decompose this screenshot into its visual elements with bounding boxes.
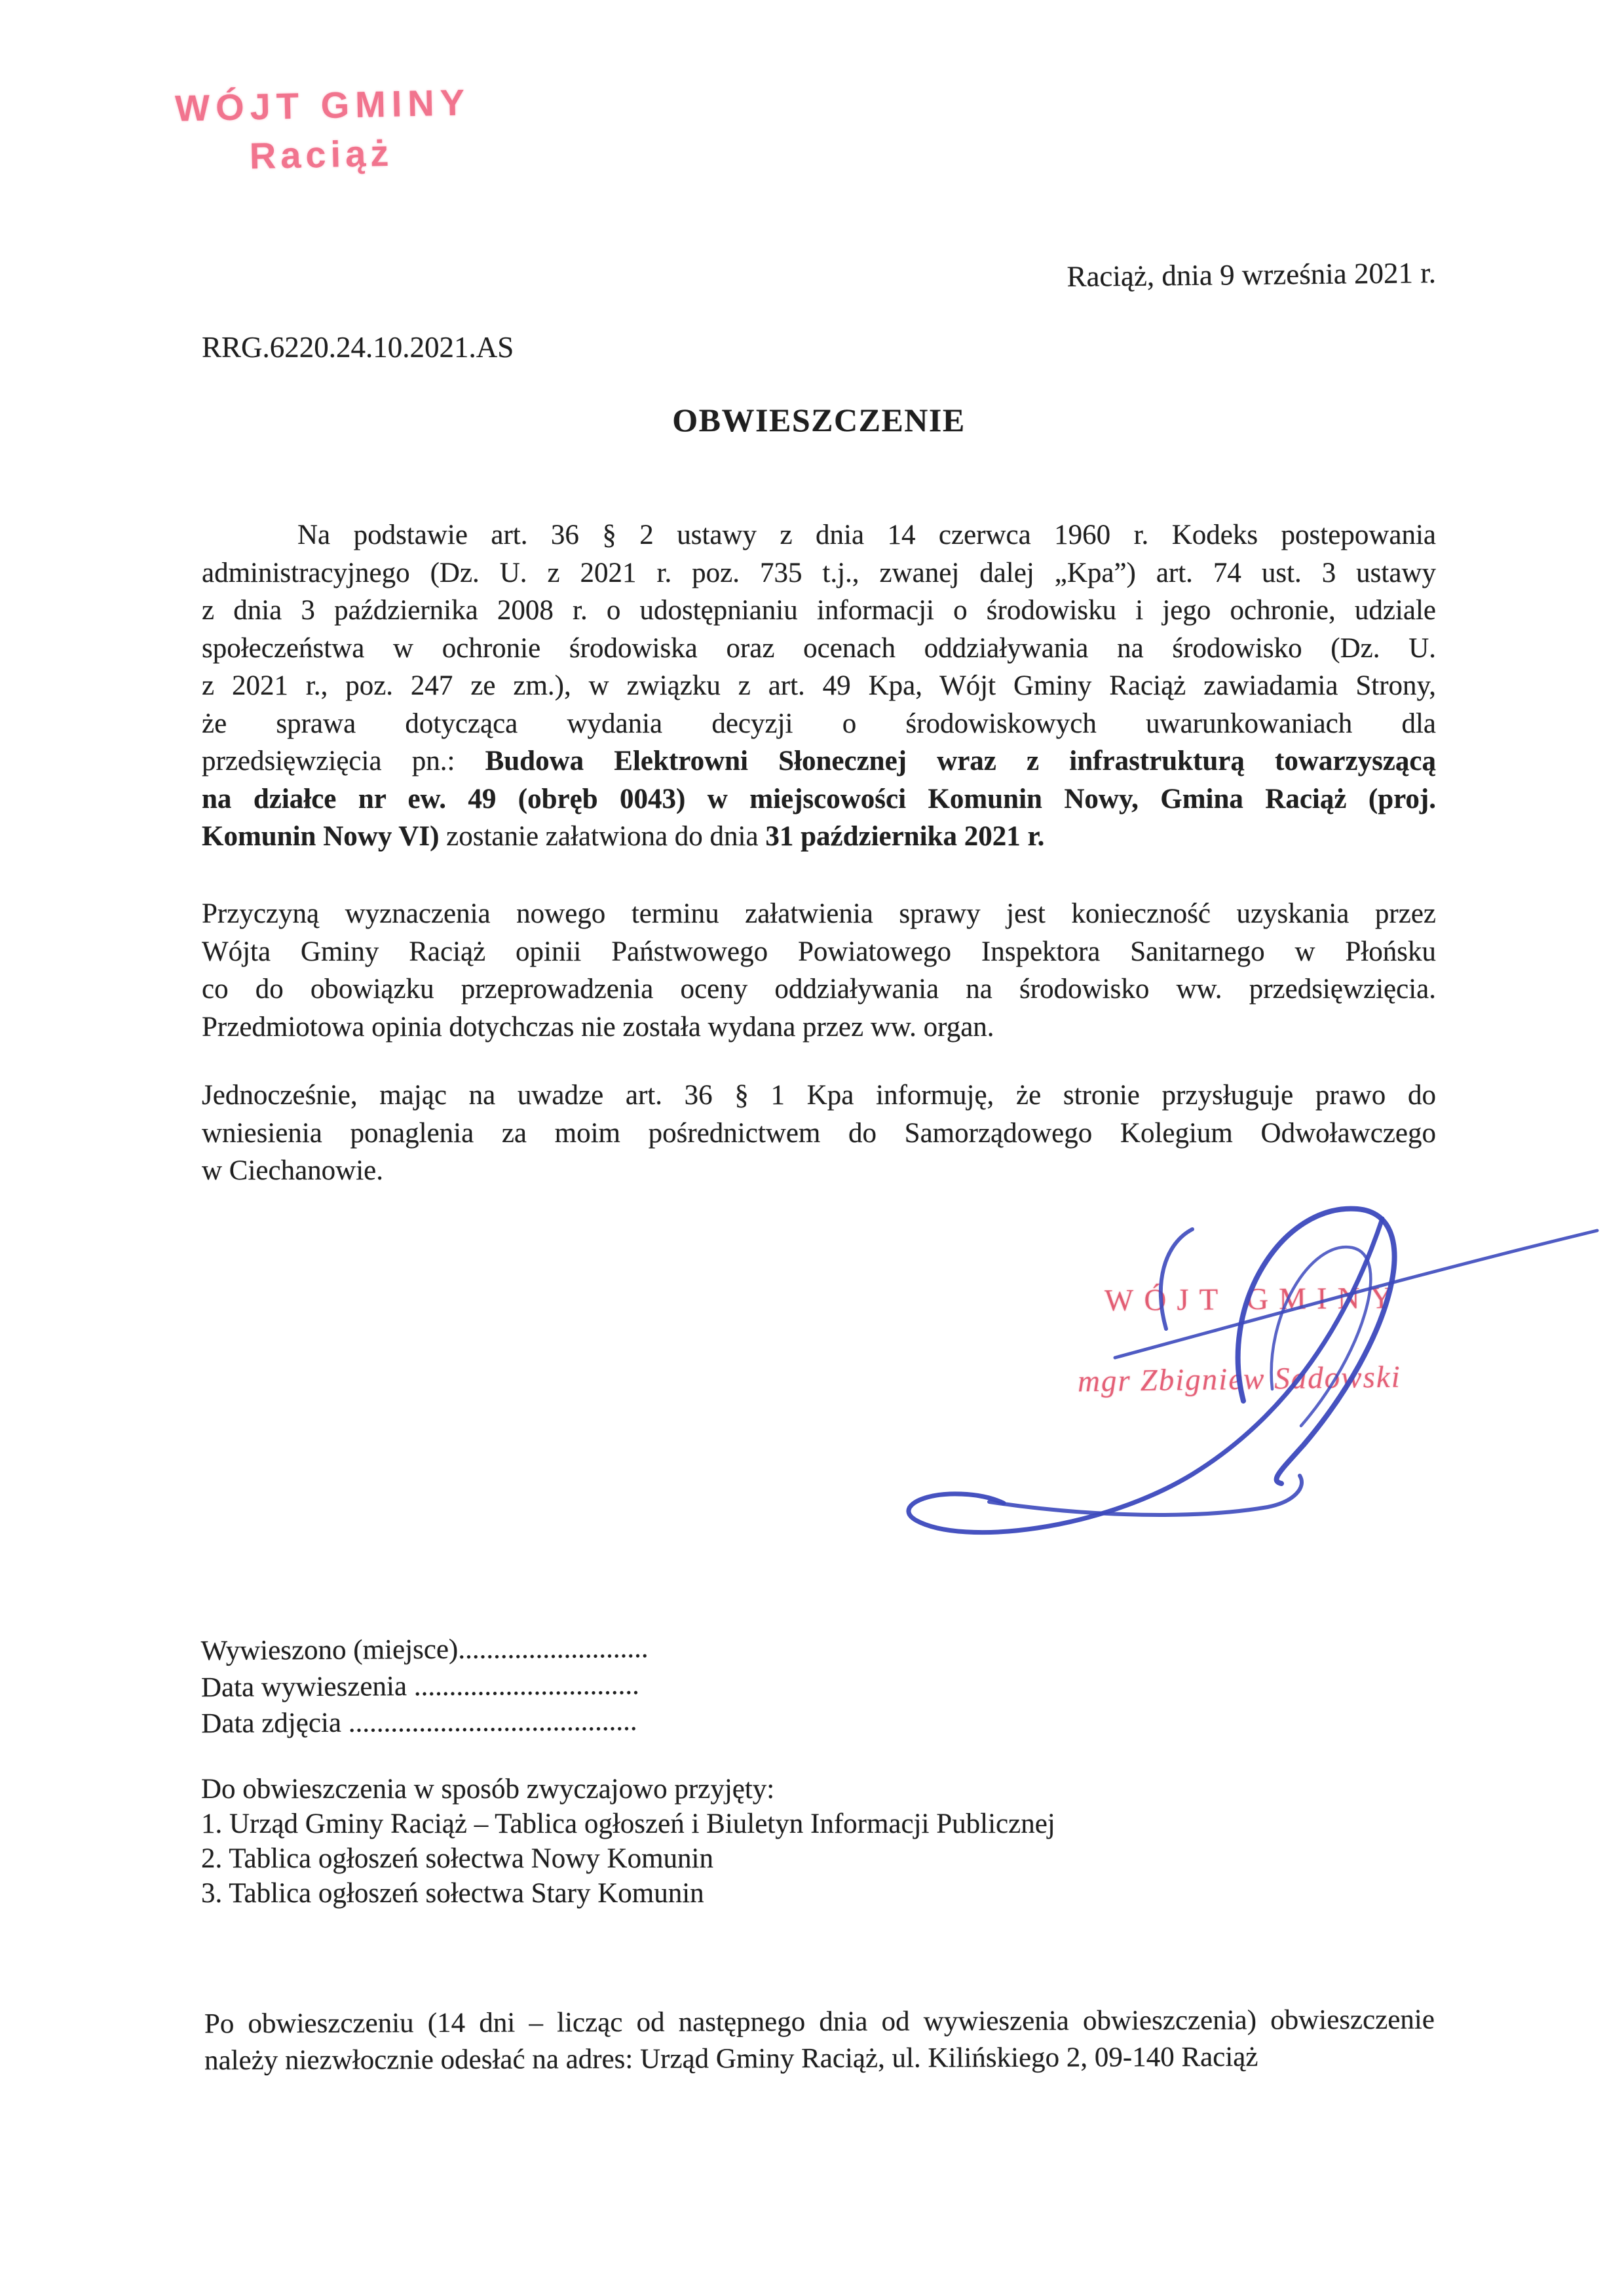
text-line: Jednocześnie, mając na uwadze art. 36 § 1 Kpa informuję, że stronie przysługuje prawo do — [202, 1080, 1436, 1111]
text-line: Data wywieszenia ................................ — [200, 1669, 639, 1703]
paragraph-reason-for-delay — [202, 895, 1436, 1046]
text-line: 2. Tablica ogłoszeń sołectwa Nowy Komunin — [201, 1843, 713, 1874]
text-line: Na podstawie art. 36 § 2 ustawy z dnia 14 czerwca 1960 r. Kodeks postepowania — [297, 520, 1436, 550]
signature-stamp-title: WÓJT GMINY — [1104, 1281, 1403, 1318]
text-line: należy niezwłocznie odesłać na adres: Urząd Gminy Raciąż, ul. Kilińskiego 2, 09-140 Raciąż — [204, 2041, 1258, 2076]
posting-fields — [200, 1630, 649, 1742]
text-line: 1. Urząd Gminy Raciąż – Tablica ogłoszeń i Biuletyn Informacji Publicznej — [201, 1808, 1055, 1839]
text-line: Wywieszono (miejsce)........................... — [200, 1632, 649, 1667]
text-line: Komunin Nowy VI) zostanie załatwiona do dnia 31 października 2021 r. — [202, 821, 1045, 852]
signature-stamp-name: mgr Zbigniew Sadowski — [1077, 1360, 1402, 1399]
text-line: Przedmiotowa opinia dotychczas nie została wydana przez ww. organ. — [202, 1011, 994, 1043]
text-line: że sprawa dotycząca wydania decyzji o środowiskowych uwarunkowaniach dla — [202, 708, 1436, 739]
paragraph-right-to-remind — [202, 1077, 1436, 1190]
text-line: Wójta Gminy Raciąż opinii Państwowego Powiatowego Inspektora Sanitarnego w Płońsku — [202, 936, 1436, 967]
distribution-heading: Do obwieszczenia w sposób zwyczajowo przyjęty: — [201, 1774, 775, 1805]
document-title: OBWIESZCZENIE — [672, 402, 966, 438]
reference-number: RRG.6220.24.10.2021.AS — [202, 331, 514, 364]
handwritten-signature-ink — [884, 1193, 1618, 1559]
sender-stamp — [175, 81, 472, 178]
text-line: co do obowiązku przeprowadzenia oceny oddziaływania na środowisko ww. przedsięwzięcia. — [202, 974, 1436, 1004]
text-line: administracyjnego (Dz. U. z 2021 r. poz. 735 t.j., zwanej dalej „Kpa”) art. 74 ust. 3 ustawy — [202, 557, 1436, 588]
text-line: przedsięwzięcia pn.: Budowa Elektrowni Słonecznej wraz z infrastrukturą towarzyszącą — [202, 746, 1436, 776]
distribution-items — [201, 1807, 1055, 1911]
text-line: Przyczyną wyznaczenia nowego terminu załatwienia sprawy jest konieczność uzyskania przez — [202, 898, 1436, 929]
text-line: na działce nr ew. 49 (obręb 0043) w miejscowości Komunin Nowy, Gmina Raciąż (proj. — [202, 783, 1436, 814]
text-line: z 2021 r., poz. 247 ze zm.), w związku z art. 49 Kpa, Wójt Gminy Raciąż zawiadamia Strony, — [202, 670, 1436, 701]
text-line: Po obwieszczeniu (14 dni – licząc od następnego dnia od wywieszenia obwieszczenia) obwieszczenie — [204, 2004, 1435, 2040]
return-instruction — [204, 2002, 1435, 2080]
paragraph-legal-basis — [202, 516, 1436, 856]
text-line: z dnia 3 października 2008 r. o udostępnianiu informacji o środowisku i jego ochronie, udziale — [202, 595, 1436, 626]
text-line: Data zdjęcia ......................................... — [201, 1706, 637, 1740]
text-line: społeczeństwa w ochronie środowiska oraz ocenach oddziaływania na środowisko (Dz. U. — [202, 632, 1436, 664]
place-date-line: Raciąż, dnia 9 września 2021 r. — [1067, 256, 1437, 294]
text-line: 3. Tablica ogłoszeń sołectwa Stary Komunin — [201, 1878, 704, 1909]
text-line: wniesienia ponaglenia za moim pośrednictwem do Samorządowego Kolegium Odwoławczego — [202, 1117, 1436, 1149]
sender-stamp-line2: Raciąż — [249, 132, 394, 177]
text-line: w Ciechanowie. — [202, 1155, 384, 1186]
distribution-list — [201, 1772, 1055, 1911]
sender-stamp-line1: WÓJT GMINY — [174, 81, 471, 129]
